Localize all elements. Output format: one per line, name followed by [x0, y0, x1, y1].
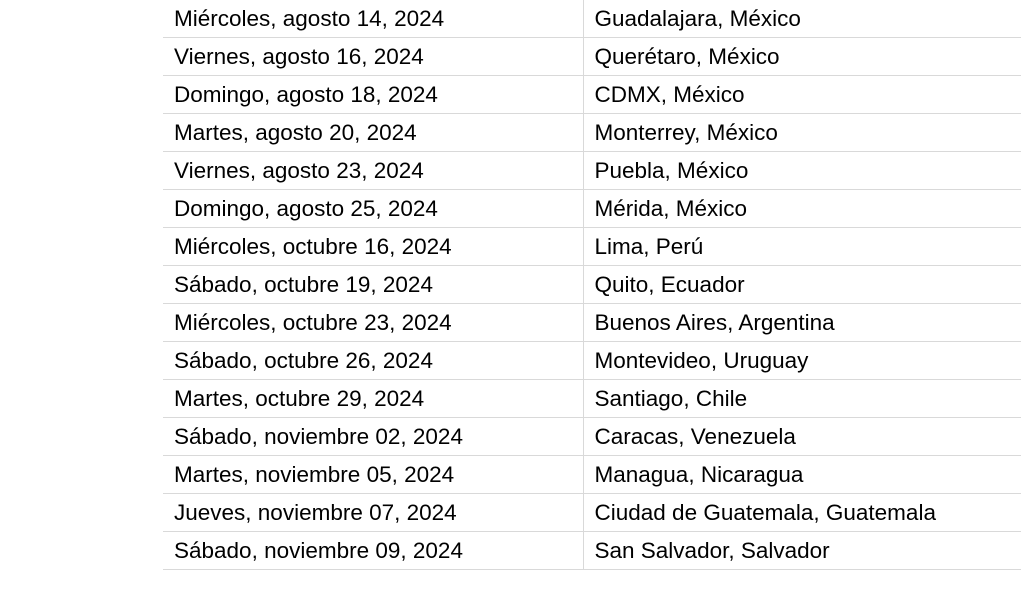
- date-cell: Miércoles, octubre 23, 2024: [163, 304, 583, 342]
- table-row: [163, 0, 1021, 38]
- table-row: [163, 266, 1021, 304]
- date-cell: Martes, noviembre 05, 2024: [163, 456, 583, 494]
- date-cell: Sábado, noviembre 02, 2024: [163, 418, 583, 456]
- tour-dates-table: [163, 0, 1021, 570]
- table-row: [163, 228, 1021, 266]
- date-cell: Martes, octubre 29, 2024: [163, 380, 583, 418]
- date-cell: Sábado, octubre 19, 2024: [163, 266, 583, 304]
- city-cell: Monterrey, México: [583, 114, 1021, 152]
- city-cell: Guadalajara, México: [583, 0, 1021, 38]
- city-cell: CDMX, México: [583, 76, 1021, 114]
- date-cell: Miércoles, octubre 16, 2024: [163, 228, 583, 266]
- city-cell: Mérida, México: [583, 190, 1021, 228]
- city-cell: Caracas, Venezuela: [583, 418, 1021, 456]
- table-row: [163, 494, 1021, 532]
- table-row: [163, 190, 1021, 228]
- city-cell: Quito, Ecuador: [583, 266, 1021, 304]
- city-cell: Managua, Nicaragua: [583, 456, 1021, 494]
- table-row: [163, 342, 1021, 380]
- date-cell: Viernes, agosto 23, 2024: [163, 152, 583, 190]
- table-body: [163, 0, 1021, 570]
- city-cell: Querétaro, México: [583, 38, 1021, 76]
- date-cell: Sábado, noviembre 09, 2024: [163, 532, 583, 570]
- table-row: [163, 76, 1021, 114]
- city-cell: Buenos Aires, Argentina: [583, 304, 1021, 342]
- table-row: [163, 38, 1021, 76]
- table-row: [163, 380, 1021, 418]
- table-row: [163, 152, 1021, 190]
- date-cell: Viernes, agosto 16, 2024: [163, 38, 583, 76]
- date-cell: Martes, agosto 20, 2024: [163, 114, 583, 152]
- table-row: [163, 114, 1021, 152]
- date-cell: Domingo, agosto 18, 2024: [163, 76, 583, 114]
- city-cell: Santiago, Chile: [583, 380, 1021, 418]
- table-row: [163, 456, 1021, 494]
- city-cell: Lima, Perú: [583, 228, 1021, 266]
- date-cell: Jueves, noviembre 07, 2024: [163, 494, 583, 532]
- table-row: [163, 304, 1021, 342]
- city-cell: Puebla, México: [583, 152, 1021, 190]
- city-cell: Ciudad de Guatemala, Guatemala: [583, 494, 1021, 532]
- date-cell: Miércoles, agosto 14, 2024: [163, 0, 583, 38]
- date-cell: Domingo, agosto 25, 2024: [163, 190, 583, 228]
- table-row: [163, 418, 1021, 456]
- city-cell: Montevideo, Uruguay: [583, 342, 1021, 380]
- table-row: [163, 532, 1021, 570]
- date-cell: Sábado, octubre 26, 2024: [163, 342, 583, 380]
- city-cell: San Salvador, Salvador: [583, 532, 1021, 570]
